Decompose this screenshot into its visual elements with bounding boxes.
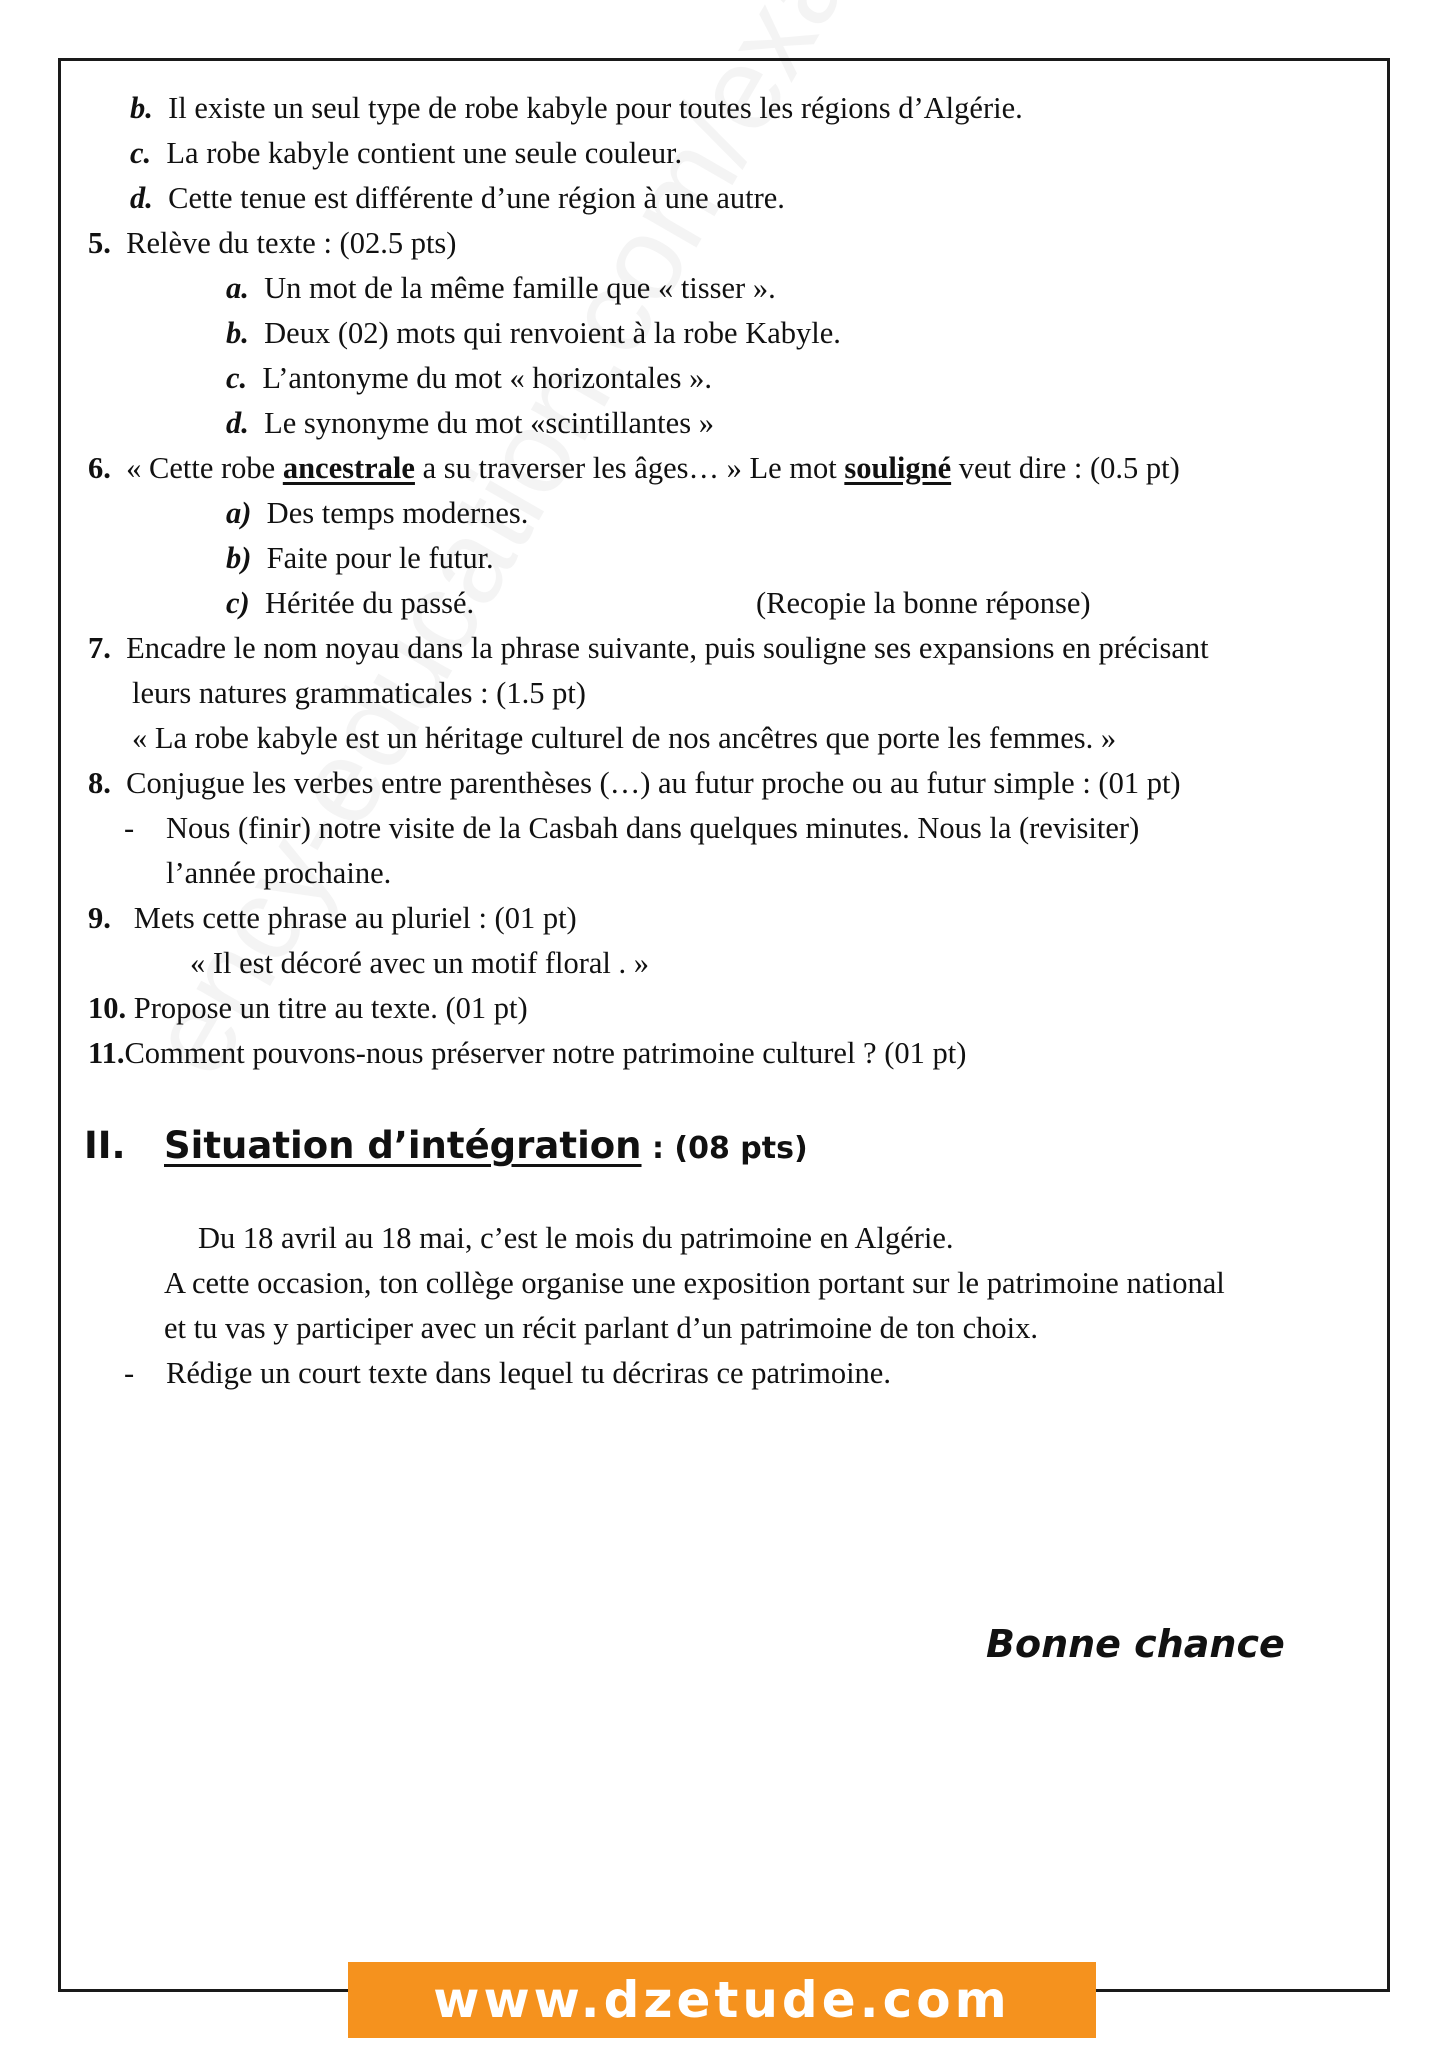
section-2-heading: II. Situation d’intégration : (08 pts) <box>84 1122 808 1173</box>
section-points: (08 pts) <box>674 1131 808 1166</box>
q4-option-b: b. Il existe un seul type de robe kabyle pour toutes les régions d’Algérie. <box>130 91 1023 125</box>
underlined-word-souligne: souligné <box>844 451 952 485</box>
situation-dash: - <box>124 1356 135 1390</box>
q5-item-a: a. Un mot de la même famille que « tisser ». <box>226 271 776 305</box>
q6-option-b: b) Faite pour le futur. <box>226 541 494 575</box>
q5-item-b: b. Deux (02) mots qui renvoient à la robe Kabyle. <box>226 316 841 350</box>
q8-line-1: Nous (finir) notre visite de la Casbah dans quelques minutes. Nous la (revisiter) <box>166 811 1140 845</box>
question-8: 8. Conjugue les verbes entre parenthèses (…) au futur proche ou au futur simple : (01 pt) <box>88 766 1181 800</box>
q8-dash: - <box>124 811 135 845</box>
question-9: 9. Mets cette phrase au pluriel : (01 pt) <box>88 901 577 935</box>
footer-url[interactable]: www.dzetude.com <box>433 1971 1011 2029</box>
question-7: 7. Encadre le nom noyau dans la phrase suivante, puis souligne ses expansions en précisant <box>88 631 1209 665</box>
situation-line-2: A cette occasion, ton collège organise une exposition portant sur le patrimoine national <box>164 1266 1225 1300</box>
question-6: 6. « Cette robe ancestrale a su traverser les âges… » Le mot souligné veut dire : (0.5 pt) <box>88 451 1180 485</box>
q8-line-2: l’année prochaine. <box>166 856 392 890</box>
situation-line-1: Du 18 avril au 18 mai, c’est le mois du patrimoine en Algérie. <box>198 1221 954 1255</box>
footer-banner[interactable] <box>348 1962 1096 2038</box>
q6-option-c: c) Héritée du passé. <box>226 586 475 620</box>
q6-option-a: a) Des temps modernes. <box>226 496 529 530</box>
question-10: 10. Propose un titre au texte. (01 pt) <box>88 991 528 1025</box>
q9-sentence: « Il est décoré avec un motif floral . » <box>190 946 650 980</box>
underlined-word-ancestrale: ancestrale <box>282 451 415 485</box>
q5-item-c: c. L’antonyme du mot « horizontales ». <box>226 361 712 395</box>
q7-line-2: leurs natures grammaticales : (1.5 pt) <box>132 676 586 710</box>
q4-option-d: d. Cette tenue est différente d’une région à une autre. <box>130 181 785 215</box>
section-title: Situation d’intégration <box>164 1124 642 1167</box>
situation-instruction: Rédige un court texte dans lequel tu décriras ce patrimoine. <box>166 1356 891 1390</box>
question-5: 5. Relève du texte : (02.5 pts) <box>88 226 457 260</box>
situation-line-3: et tu vas y participer avec un récit parlant d’un patrimoine de ton choix. <box>164 1311 1039 1345</box>
closing-message: Bonne chance <box>986 1622 1285 1666</box>
question-11: 11.Comment pouvons-nous préserver notre patrimoine culturel ? (01 pt) <box>88 1036 967 1070</box>
q4-option-c: c. La robe kabyle contient une seule couleur. <box>130 136 683 170</box>
q5-item-d: d. Le synonyme du mot «scintillantes » <box>226 406 714 440</box>
q7-sentence: « La robe kabyle est un héritage culturel de nos ancêtres que porte les femmes. » <box>132 721 1117 755</box>
section-number: II. <box>84 1124 126 1167</box>
q6-instruction: (Recopie la bonne réponse) <box>756 586 1091 620</box>
